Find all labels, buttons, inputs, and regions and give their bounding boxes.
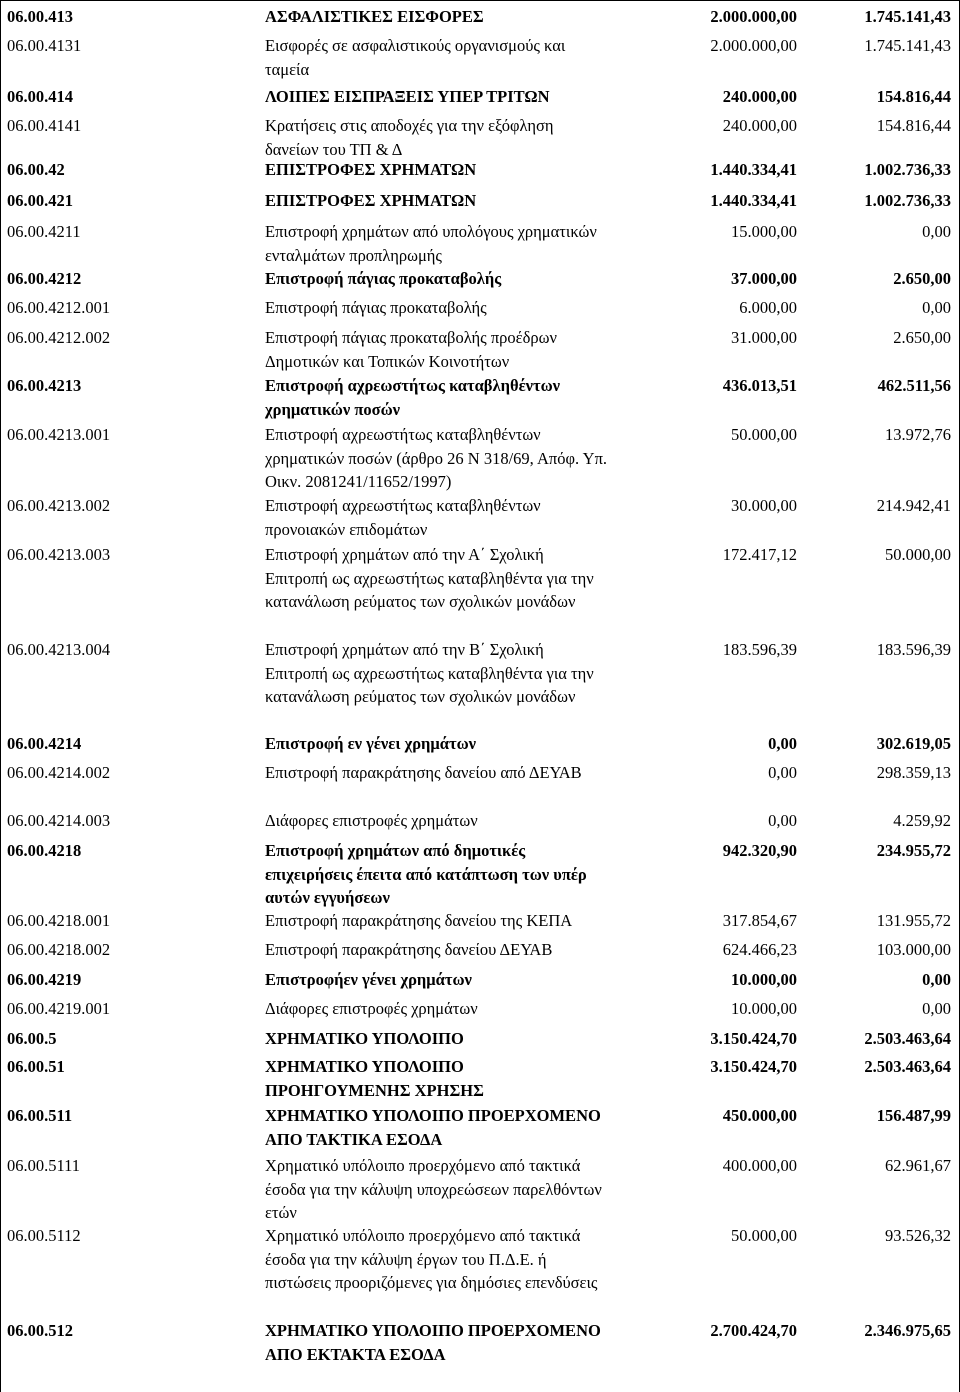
code-cell: 06.00.4218 xyxy=(7,841,82,860)
description-cell: Επιστροφή αχρεωστήτως καταβληθέντων προνοιακών επιδομάτων xyxy=(265,496,541,539)
actual-amount-cell: 4.259,92 xyxy=(893,811,951,830)
budget-amount-cell: 0,00 xyxy=(768,734,797,753)
description-cell: Επιστροφή πάγιας προκαταβολής προέδρων Δημοτικών και Τοπικών Κοινοτήτων xyxy=(265,328,557,371)
description-cell: ΧΡΗΜΑΤΙΚΟ ΥΠΟΛΟΙΠΟ xyxy=(265,1029,464,1048)
actual-amount-cell: 2.650,00 xyxy=(893,328,951,347)
budget-amount-cell: 400.000,00 xyxy=(722,1156,797,1175)
code-cell: 06.00.42 xyxy=(7,160,65,179)
code-cell: 06.00.4213.002 xyxy=(7,496,111,515)
description-cell: Διάφορες επιστροφές χρημάτων xyxy=(265,999,478,1018)
actual-amount-cell: 154.816,44 xyxy=(876,116,951,135)
budget-amount-cell: 6.000,00 xyxy=(739,298,797,317)
code-cell: 06.00.4131 xyxy=(7,36,82,55)
description-cell: ΕΠΙΣΤΡΟΦΕΣ ΧΡΗΜΑΤΩΝ xyxy=(265,160,477,179)
actual-amount-cell: 156.487,99 xyxy=(876,1106,951,1125)
actual-amount-cell: 1.002.736,33 xyxy=(864,191,951,210)
actual-amount-cell: 1.745.141,43 xyxy=(864,7,951,26)
code-cell: 06.00.4214 xyxy=(7,734,82,753)
budget-amount-cell: 3.150.424,70 xyxy=(710,1057,797,1076)
budget-amount-cell: 0,00 xyxy=(768,763,797,782)
code-cell: 06.00.4213 xyxy=(7,376,82,395)
code-cell: 06.00.4218.001 xyxy=(7,911,111,930)
actual-amount-cell: 93.526,32 xyxy=(885,1226,951,1245)
actual-amount-cell: 302.619,05 xyxy=(876,734,951,753)
actual-amount-cell: 214.942,41 xyxy=(876,496,951,515)
code-cell: 06.00.4213.004 xyxy=(7,640,111,659)
code-cell: 06.00.4214.002 xyxy=(7,763,111,782)
budget-amount-cell: 31.000,00 xyxy=(731,328,797,347)
code-cell: 06.00.4212 xyxy=(7,269,82,288)
actual-amount-cell: 13.972,76 xyxy=(885,425,951,444)
budget-amount-cell: 172.417,12 xyxy=(722,545,797,564)
actual-amount-cell: 0,00 xyxy=(922,999,951,1018)
actual-amount-cell: 0,00 xyxy=(922,222,951,241)
code-cell: 06.00.511 xyxy=(7,1106,73,1125)
budget-amount-cell: 50.000,00 xyxy=(731,425,797,444)
description-cell: Επιστροφή χρημάτων από την Α΄ Σχολική Επιτροπή ως αχρεωστήτως καταβληθέντα για την κατανάλωση ρεύματος των σχολικών μονάδων xyxy=(265,545,594,611)
code-cell: 06.00.4214.003 xyxy=(7,811,111,830)
budget-amount-cell: 15.000,00 xyxy=(731,222,797,241)
description-cell: Κρατήσεις στις αποδοχές για την εξόφληση δανείων του ΤΠ & Δ xyxy=(265,116,554,159)
description-cell: ΧΡΗΜΑΤΙΚΟ ΥΠΟΛΟΙΠΟ ΠΡΟΕΡΧΟΜΕΝΟ ΑΠΟ ΤΑΚΤΙΚΑ ΕΣΟΔΑ xyxy=(265,1106,601,1149)
description-cell: ΧΡΗΜΑΤΙΚΟ ΥΠΟΛΟΙΠΟ ΠΡΟΗΓΟΥΜΕΝΗΣ ΧΡΗΣΗΣ xyxy=(265,1057,484,1100)
actual-amount-cell: 0,00 xyxy=(922,298,951,317)
budget-amount-cell: 10.000,00 xyxy=(731,970,797,989)
budget-amount-cell: 50.000,00 xyxy=(731,1226,797,1245)
budget-amount-cell: 450.000,00 xyxy=(722,1106,797,1125)
code-cell: 06.00.4141 xyxy=(7,116,82,135)
actual-amount-cell: 154.816,44 xyxy=(876,87,951,106)
actual-amount-cell: 1.002.736,33 xyxy=(864,160,951,179)
budget-amount-cell: 3.150.424,70 xyxy=(710,1029,797,1048)
code-cell: 06.00.421 xyxy=(7,191,73,210)
budget-amount-cell: 37.000,00 xyxy=(731,269,797,288)
budget-amount-cell: 1.440.334,41 xyxy=(710,191,797,210)
actual-amount-cell: 234.955,72 xyxy=(876,841,951,860)
code-cell: 06.00.413 xyxy=(7,7,73,26)
actual-amount-cell: 298.359,13 xyxy=(876,763,951,782)
description-cell: Επιστροφή πάγιας προκαταβολής xyxy=(265,269,502,288)
description-cell: Χρηματικό υπόλοιπο προερχόμενο από τακτικά έσοδα για την κάλυψη υποχρεώσεων παρελθόντων ετών xyxy=(265,1156,602,1222)
budget-amount-cell: 942.320,90 xyxy=(722,841,797,860)
description-cell: Διάφορες επιστροφές χρημάτων xyxy=(265,811,478,830)
description-cell: Επιστροφή παρακράτησης δανείου της ΚΕΠΑ xyxy=(265,911,573,930)
budget-amount-cell: 2.700.424,70 xyxy=(710,1321,797,1340)
budget-amount-cell: 2.000.000,00 xyxy=(710,36,797,55)
actual-amount-cell: 2.650,00 xyxy=(893,269,951,288)
actual-amount-cell: 50.000,00 xyxy=(885,545,951,564)
code-cell: 06.00.51 xyxy=(7,1057,65,1076)
code-cell: 06.00.4213.001 xyxy=(7,425,111,444)
code-cell: 06.00.4212.001 xyxy=(7,298,111,317)
code-cell: 06.00.5112 xyxy=(7,1226,81,1245)
description-cell: Επιστροφή πάγιας προκαταβολής xyxy=(265,298,487,317)
actual-amount-cell: 62.961,67 xyxy=(885,1156,951,1175)
budget-amount-cell: 0,00 xyxy=(768,811,797,830)
budget-amount-cell: 317.854,67 xyxy=(722,911,797,930)
actual-amount-cell: 0,00 xyxy=(922,970,951,989)
description-cell: Επιστροφή αχρεωστήτως καταβληθέντων χρηματικών ποσών (άρθρο 26 Ν 318/69, Απόφ. Υπ. Οικν. 2081241/11652/1997) xyxy=(265,425,608,491)
actual-amount-cell: 183.596,39 xyxy=(876,640,951,659)
description-cell: ΑΣΦΑΛΙΣΤΙΚΕΣ ΕΙΣΦΟΡΕΣ xyxy=(265,7,484,26)
code-cell: 06.00.4219 xyxy=(7,970,82,989)
budget-amount-cell: 30.000,00 xyxy=(731,496,797,515)
description-cell: Επιστροφή χρημάτων από την Β΄ Σχολική Επιτροπή ως αχρεωστήτως καταβληθέντα για την κατανάλωση ρεύματος των σχολικών μονάδων xyxy=(265,640,594,706)
description-cell: Χρηματικό υπόλοιπο προερχόμενο από τακτικά έσοδα για την κάλυψη έργων του Π.Δ.Ε. ή πιστώσεις προοριζόμενες για δημόσιες επενδύσεις xyxy=(265,1226,598,1292)
description-cell: Επιστροφήεν γένει χρημάτων xyxy=(265,970,472,989)
description-cell: ΛΟΙΠΕΣ ΕΙΣΠΡΑΞΕΙΣ ΥΠΕΡ ΤΡΙΤΩΝ xyxy=(265,87,550,106)
budget-amount-cell: 436.013,51 xyxy=(722,376,797,395)
code-cell: 06.00.5 xyxy=(7,1029,57,1048)
budget-amount-cell: 2.000.000,00 xyxy=(710,7,797,26)
description-cell: ΧΡΗΜΑΤΙΚΟ ΥΠΟΛΟΙΠΟ ΠΡΟΕΡΧΟΜΕΝΟ ΑΠΟ ΕΚΤΑΚΤΑ ΕΣΟΔΑ xyxy=(265,1321,601,1364)
description-cell: Εισφορές σε ασφαλιστικούς οργανισμούς και ταμεία xyxy=(265,36,566,79)
description-cell: Επιστροφή παρακράτησης δανείου από ΔΕΥΑΒ xyxy=(265,763,582,782)
code-cell: 06.00.4213.003 xyxy=(7,545,111,564)
budget-amount-cell: 240.000,00 xyxy=(722,87,797,106)
budget-amount-cell: 183.596,39 xyxy=(722,640,797,659)
description-cell: Επιστροφή χρημάτων από υπολόγους χρηματικών ενταλμάτων προπληρωμής xyxy=(265,222,597,265)
actual-amount-cell: 103.000,00 xyxy=(876,940,951,959)
code-cell: 06.00.4218.002 xyxy=(7,940,111,959)
actual-amount-cell: 1.745.141,43 xyxy=(864,36,951,55)
code-cell: 06.00.4212.002 xyxy=(7,328,111,347)
budget-amount-cell: 10.000,00 xyxy=(731,999,797,1018)
description-cell: Επιστροφή εν γένει χρημάτων xyxy=(265,734,477,753)
actual-amount-cell: 462.511,56 xyxy=(877,376,951,395)
code-cell: 06.00.5111 xyxy=(7,1156,81,1175)
code-cell: 06.00.512 xyxy=(7,1321,73,1340)
description-cell: Επιστροφή παρακράτησης δανείου ΔΕΥΑΒ xyxy=(265,940,553,959)
budget-amount-cell: 240.000,00 xyxy=(722,116,797,135)
budget-amount-cell: 624.466,23 xyxy=(722,940,797,959)
description-cell: Επιστροφή χρημάτων από δημοτικές επιχειρήσεις έπειτα από κατάπτωση των υπέρ αυτών εγγυήσεων xyxy=(265,841,587,907)
description-cell: Επιστροφή αχρεωστήτως καταβληθέντων χρηματικών ποσών xyxy=(265,376,561,419)
budget-amount-cell: 1.440.334,41 xyxy=(710,160,797,179)
code-cell: 06.00.414 xyxy=(7,87,73,106)
actual-amount-cell: 2.503.463,64 xyxy=(864,1057,951,1076)
actual-amount-cell: 2.503.463,64 xyxy=(864,1029,951,1048)
actual-amount-cell: 131.955,72 xyxy=(876,911,951,930)
description-cell: ΕΠΙΣΤΡΟΦΕΣ ΧΡΗΜΑΤΩΝ xyxy=(265,191,477,210)
code-cell: 06.00.4211 xyxy=(7,222,81,241)
code-cell: 06.00.4219.001 xyxy=(7,999,111,1018)
actual-amount-cell: 2.346.975,65 xyxy=(864,1321,951,1340)
